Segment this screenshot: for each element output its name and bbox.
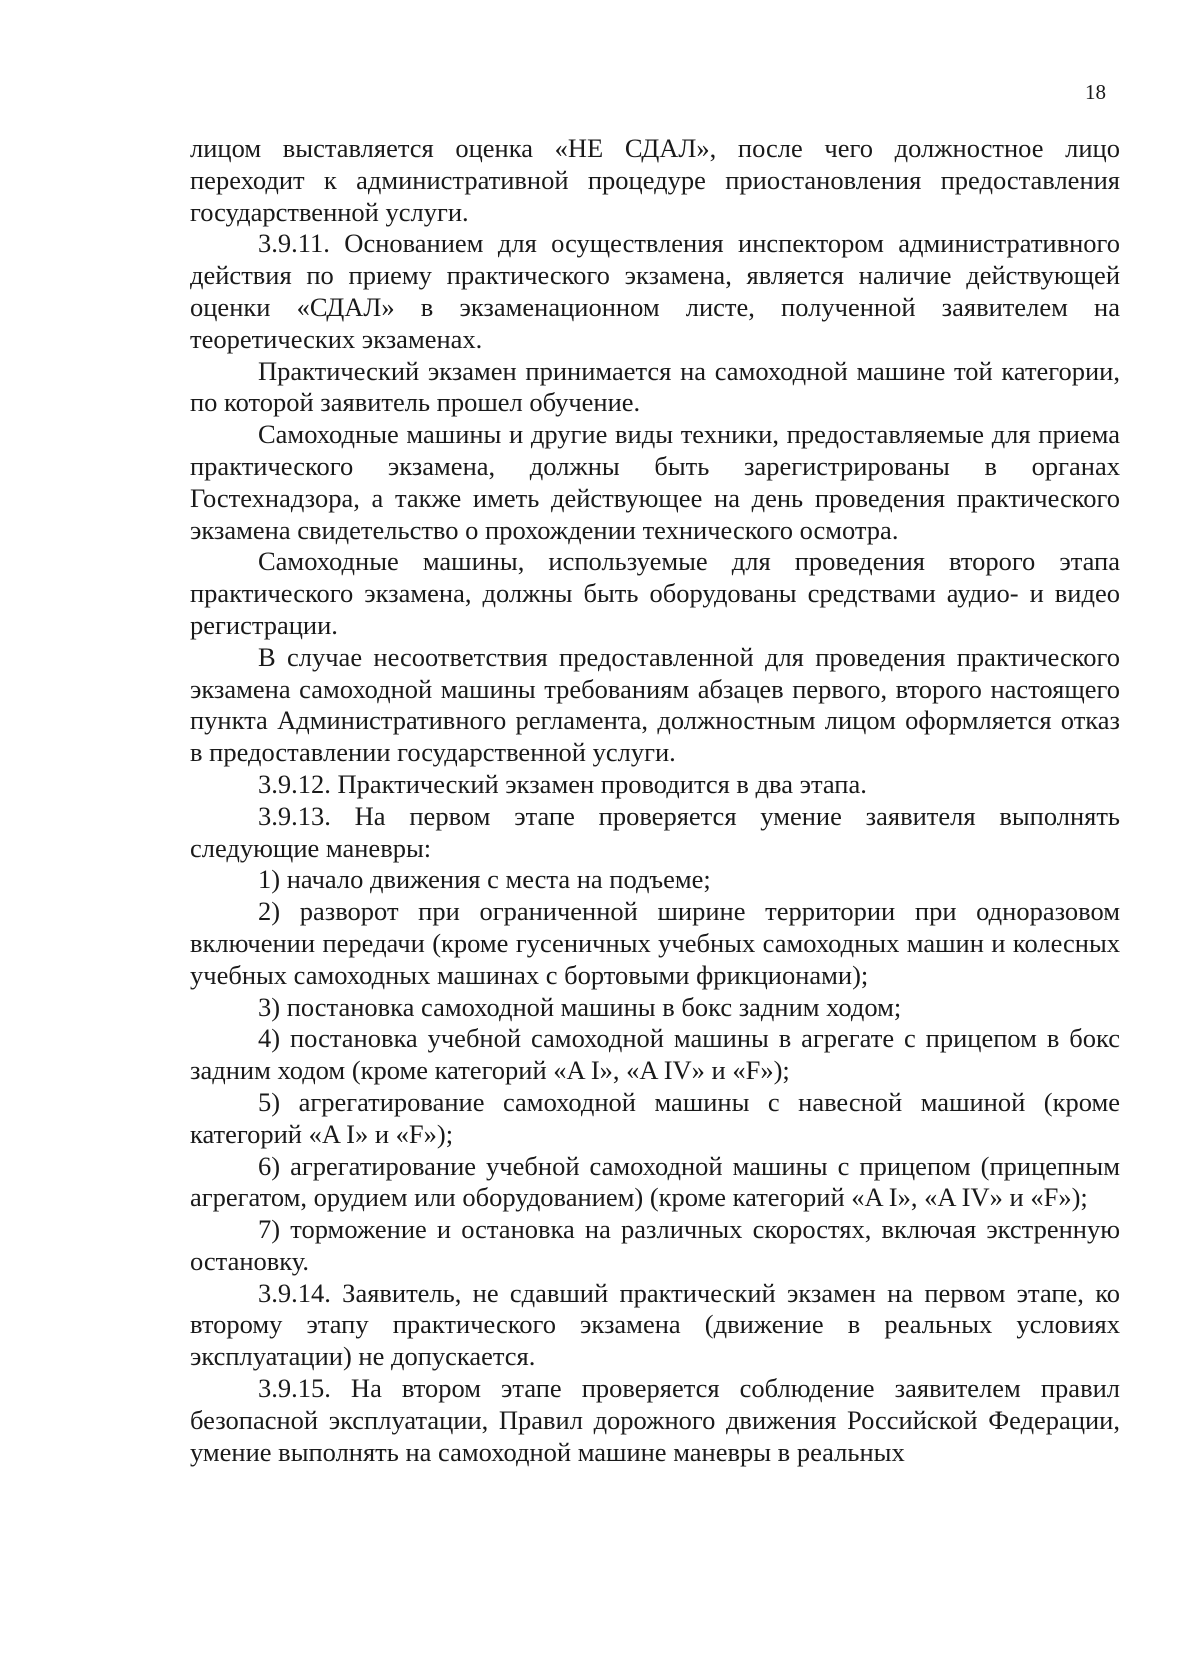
paragraph-3-9-11: 3.9.11. Основанием для осуществления инспектором административного действия по приему практического экзамена, является наличие действующей оценки «СДАЛ» в экзаменационном листе, полученной заявителем на теоретических экзаменах. [190, 228, 1120, 354]
paragraph-3-9-13: 3.9.13. На первом этапе проверяется умение заявителя выполнять следующие маневры: [190, 800, 1120, 863]
list-item-maneuver-5: 5) агрегатирование самоходной машины с навесной машиной (кроме категорий «A I» и «F»); [190, 1086, 1120, 1149]
paragraph-practical-category: Практический экзамен принимается на самоходной машине той категории, по которой заявитель прошел обучение. [190, 355, 1120, 418]
page-number: 18 [1085, 80, 1106, 104]
paragraph-machines-registered: Самоходные машины и другие виды техники, предоставляемые для приема практического экзамена, должны быть зарегистрированы в органах Гостехнадзора, а также иметь действующее на день проведения практического экзамена свидетельство о прохождении технического осмотра. [190, 419, 1120, 545]
paragraph-3-9-15: 3.9.15. На втором этапе проверяется соблюдение заявителем правил безопасной эксплуатации, Правил дорожного движения Российской Федерации, умение выполнять на самоходной машине маневры в реальных [190, 1373, 1120, 1467]
paragraph-3-9-14: 3.9.14. Заявитель, не сдавший практический экзамен на первом этапе, ко второму этапу практического экзамена (движение в реальных условиях эксплуатации) не допускается. [190, 1277, 1120, 1372]
paragraph-refusal: В случае несоответствия предоставленной для проведения практического экзамена самоходной машины требованиям абзацев первого, второго настоящего пункта Административного регламента, должностным лицом оформляется отказ в предоставлении государственной услуги. [190, 641, 1120, 768]
paragraph-continuation: лицом выставляется оценка «НЕ СДАЛ», после чего должностное лицо переходит к административной процедуре приостановления предоставления государственной услуги. [190, 133, 1120, 227]
document-body [190, 133, 1120, 1468]
list-item-maneuver-3: 3) постановка самоходной машины в бокс задним ходом; [258, 991, 902, 1022]
list-item-maneuver-6: 6) агрегатирование учебной самоходной машины с прицепом (прицепным агрегатом, орудием или оборудованием) (кроме категорий «A I», «A IV» и «F»); [190, 1150, 1120, 1213]
list-item-maneuver-4: 4) постановка учебной самоходной машины в агрегате с прицепом в бокс задним ходом (кроме категорий «A I», «A IV» и «F»); [190, 1023, 1120, 1086]
list-item-maneuver-1: 1) начало движения с места на подъеме; [258, 864, 711, 895]
list-item-maneuver-7: 7) торможение и остановка на различных скоростях, включая экстренную остановку. [190, 1214, 1120, 1276]
paragraph-second-stage-equipment: Самоходные машины, используемые для проведения второго этапа практического экзамена, должны быть оборудованы средствами аудио- и видео регистрации. [190, 546, 1120, 640]
list-item-maneuver-2: 2) разворот при ограниченной ширине территории при одноразовом включении передачи (кроме гусеничных учебных самоходных машин и колесных учебных самоходных машинах с бортовыми фрикционами); [190, 896, 1120, 990]
paragraph-3-9-12: 3.9.12. Практический экзамен проводится в два этапа. [258, 768, 867, 799]
